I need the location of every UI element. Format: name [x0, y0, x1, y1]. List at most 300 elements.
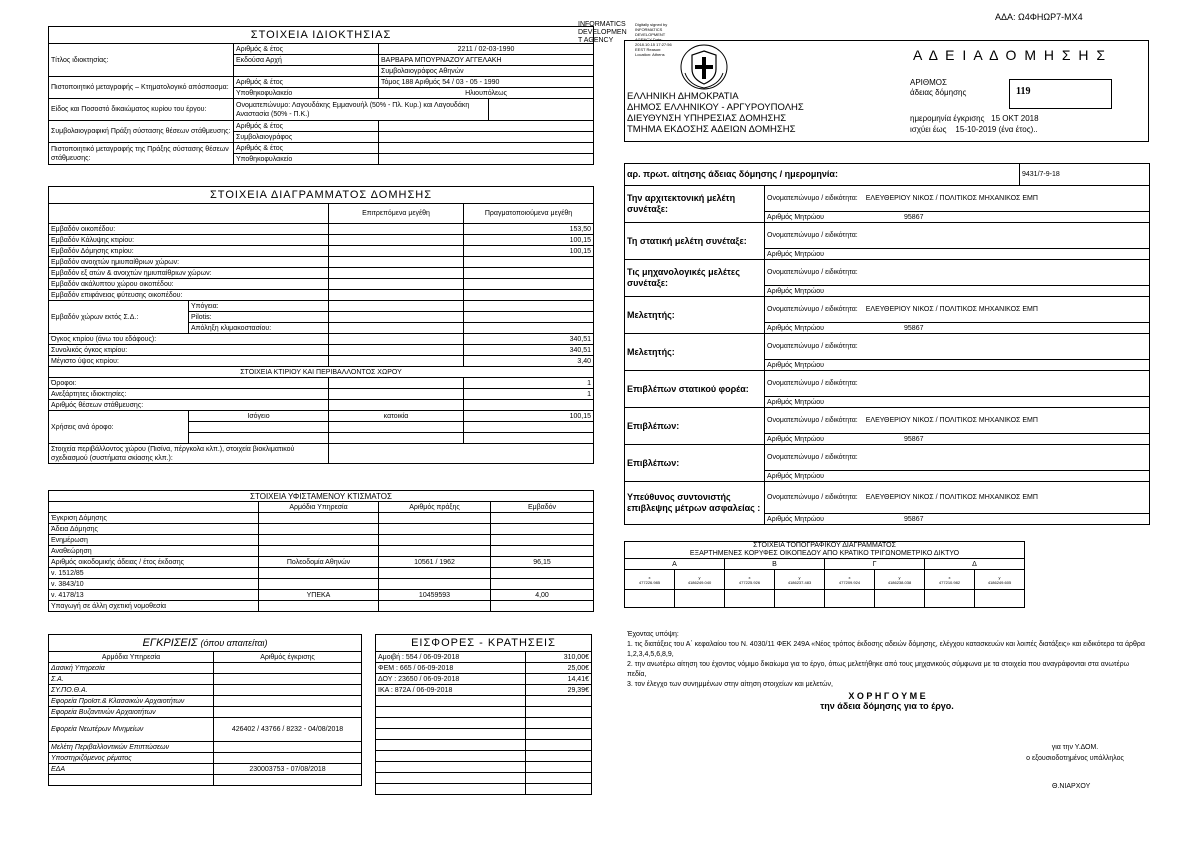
col-header: Αρμόδια Υπηρεσία [259, 502, 379, 513]
table-row [49, 444, 594, 464]
col-header: Πραγματοποιούμενα μεγέθη [464, 204, 594, 224]
cell: 3,40 [464, 356, 594, 367]
x-value: 477226.985 [638, 579, 661, 585]
y-label: y [998, 574, 1001, 580]
reg-number: 95867 [904, 324, 924, 332]
signature-block [1000, 742, 1150, 764]
cell: Ανεξάρτητες ιδιοκτησίες: [49, 389, 329, 400]
cell [329, 433, 464, 444]
approval-date: 15 ΟΚΤ 2018 [991, 114, 1039, 123]
cell-label: Συμβολαιογραφική Πράξη σύστασης θέσεων στάθμευσης: [49, 121, 234, 143]
y-label: y [798, 574, 801, 580]
cell [259, 568, 379, 579]
cell: 96,15 [491, 557, 594, 568]
cell: Έγκριση Δόμησης [49, 513, 259, 524]
approvals-title-cell [49, 635, 362, 652]
table-row [625, 186, 1150, 212]
x-value: 477209.924 [838, 579, 861, 585]
considering-title: Έχοντας υπόψη: [627, 631, 679, 638]
y-value: 4186249.040 [687, 579, 712, 585]
cell-empty [379, 132, 594, 143]
cell-label: Υποθηκοφυλακείο [234, 154, 379, 165]
cell [329, 323, 464, 334]
name-label: Ονοματεπώνυμο / ειδικότητα: [767, 454, 858, 461]
existing-section [48, 490, 593, 612]
cell-empty [379, 154, 594, 165]
cell: 1 [464, 378, 594, 389]
cell [491, 524, 594, 535]
cell [491, 579, 594, 590]
cell [329, 422, 464, 433]
cell [329, 246, 464, 257]
cell [775, 570, 825, 590]
table-row [49, 568, 594, 579]
cell-value: 2211 / 02-03-1990 [379, 44, 594, 55]
cell: Τη στατική μελέτη συνέταξε: [625, 223, 765, 260]
study-reg-cell [765, 471, 1150, 482]
cell: ΥΠΕΚΑ [259, 590, 379, 601]
application-label: αρ. πρωτ. αίτησης άδειας δόμησης / ημερομηνία: [625, 164, 1020, 186]
x-label: x [748, 574, 751, 580]
number-label: άδειας δόμησης [910, 88, 967, 97]
table-row [49, 601, 594, 612]
study-name-cell [765, 223, 1150, 249]
cell [379, 535, 491, 546]
cell-value: ΒΑΡΒΑΡΑ ΜΠΟΥΡΝΑΖΟΥ ΑΓΓΕΛΑΚΗ [379, 55, 594, 66]
cell: Εμβαδόν εξ ατών & ανοιχτών ημιυπαίθριων χώρων: [49, 268, 329, 279]
table-row [49, 389, 594, 400]
cell [189, 433, 329, 444]
cell [526, 729, 592, 740]
table-row [625, 445, 1150, 471]
cell [526, 773, 592, 784]
cell: ν. 1512/85 [49, 568, 259, 579]
existing-title: ΣΤΟΙΧΕΙΑ ΥΦΙΣΤΑΜΕΝΟΥ ΚΤΙΣΜΑΤΟΣ [49, 491, 594, 502]
cell [214, 707, 362, 718]
cell: Σ.Α. [49, 674, 214, 685]
cell-label: Υποθηκοφυλακείο [234, 88, 379, 99]
cell [491, 535, 594, 546]
cell [379, 579, 491, 590]
cell [975, 590, 1025, 608]
table-row [49, 235, 594, 246]
cell-label: Αριθμός & έτος [234, 77, 379, 88]
studies-section [624, 163, 1149, 525]
cell: Πολεοδομία Αθηνών [259, 557, 379, 568]
cell: 1 [464, 389, 594, 400]
header-line: ΤΜΗΜΑ ΕΚΔΟΣΗΣ ΑΔΕΙΩΝ ΔΟΜΗΣΗΣ [627, 124, 796, 135]
y-value: 4186238.038 [887, 579, 912, 585]
number-label: ΑΡΙΘΜΟΣ [910, 78, 947, 87]
cell [464, 268, 594, 279]
cell: 100,15 [464, 235, 594, 246]
table-row [625, 408, 1150, 434]
table-row [625, 590, 1025, 608]
cell-label: Αριθμός & έτος [234, 44, 379, 55]
study-reg-cell [765, 212, 1150, 223]
cell: Εμβαδόν χώρων εκτός Σ.Δ.: [49, 301, 189, 334]
name-label: Ονοματεπώνυμο / ειδικότητα: [767, 494, 858, 501]
cell [925, 590, 975, 608]
title-label: Τίτλος ιδιοκτησίας: [49, 44, 234, 77]
x-label: x [648, 574, 651, 580]
study-name: ΕΛΕΥΘΕΡΙΟΥ ΝΙΚΟΣ / ΠΟΛΙΤΙΚΟΣ ΜΗΧΑΝΙΚΟΣ ΕΜΠ [865, 494, 1038, 501]
table-row [625, 482, 1150, 514]
cell [214, 742, 362, 753]
cell [329, 356, 464, 367]
study-name-cell [765, 482, 1150, 514]
cell [329, 301, 464, 312]
considering-text [627, 630, 1147, 711]
cell: ΦΕΜ : 665 / 06-09-2018 [376, 663, 526, 674]
table-row [625, 559, 1025, 570]
valid-label: ισχύει έως [910, 125, 947, 134]
name-label: Ονοματεπώνυμο / ειδικότητα: [767, 269, 858, 276]
table-row [49, 718, 362, 742]
cell [329, 235, 464, 246]
cell [214, 753, 362, 764]
cell [526, 751, 592, 762]
cell [464, 257, 594, 268]
cell [491, 546, 594, 557]
reg-label: Αριθμός Μητρώου [767, 250, 825, 258]
cell: Υπεύθυνος συντονιστής επιβλεψης μέτρων ασφαλείας : [625, 482, 765, 525]
cell: ΣΤΟΙΧΕΙΑ ΚΤΙΡΙΟΥ ΚΑΙ ΠΕΡΙΒΑΛΛΟΝΤΟΣ ΧΩΡΟΥ [49, 367, 594, 378]
cell: Εμβαδόν Δόμησης κτιρίου: [49, 246, 329, 257]
cell [329, 312, 464, 323]
table-row [376, 663, 592, 674]
y-value: 4186249.605 [987, 579, 1012, 585]
cell-label: Είδος και Ποσοστό δικαιώματος κυρίου του έργου: [49, 99, 234, 121]
cell: Όγκος κτιρίου (άνω του εδάφους): [49, 334, 329, 345]
reg-label: Αριθμός Μητρώου [767, 398, 825, 406]
cell [464, 433, 594, 444]
study-name-cell [765, 371, 1150, 397]
table-row [49, 696, 362, 707]
col-header: Εμβαδόν [491, 502, 594, 513]
cell [214, 674, 362, 685]
cell [329, 345, 464, 356]
cell [329, 257, 464, 268]
permit-header [624, 40, 1149, 142]
cell: Υπόγεια: [189, 301, 329, 312]
signature-line: για την Υ.ΔΟΜ. [1051, 744, 1099, 751]
cell: Δ [925, 559, 1025, 570]
cell: 426402 / 43766 / 8232 - 04/08/2018 [214, 718, 362, 742]
cell: Αμοιβή : 554 / 06-09-2018 [376, 652, 526, 663]
cell [329, 378, 464, 389]
table-row [49, 334, 594, 345]
cell: Αριθμός θέσεων στάθμευσης: [49, 400, 329, 411]
col-header: Αριθμός πράξης [379, 502, 491, 513]
table-row [49, 345, 594, 356]
table-row [625, 223, 1150, 249]
cell [214, 663, 362, 674]
x-value: 477210.982 [938, 579, 961, 585]
cell [464, 312, 594, 323]
approvals-section [48, 634, 361, 786]
cell: Δασική Υπηρεσία [49, 663, 214, 674]
cell [491, 513, 594, 524]
cell [526, 718, 592, 729]
cell: 310,00€ [526, 652, 592, 663]
table-row [49, 707, 362, 718]
table-row [49, 257, 594, 268]
table-row [49, 224, 594, 235]
study-reg-cell [765, 286, 1150, 297]
cell: Μελετητής: [625, 334, 765, 371]
reg-number: 95867 [904, 435, 924, 443]
signatory-name: Θ.ΝΙΑΡΧΟΥ [1052, 783, 1091, 790]
cell [725, 590, 775, 608]
reg-label: Αριθμός Μητρώου [767, 515, 825, 523]
considering-item: 3. τον έλεγχο των συνημμένων στην αίτηση στοιχείων και μελετών, [627, 681, 833, 688]
ada-code: ΑΔΑ: Ω4ΦΗΩΡ7-ΜΧ4 [995, 12, 1083, 22]
cell [825, 570, 875, 590]
table-row [49, 290, 594, 301]
cell: Υποστηριζόμενος ρέματος [49, 753, 214, 764]
reg-label: Αριθμός Μητρώου [767, 472, 825, 480]
cell-label: Αριθμός & έτος [234, 121, 379, 132]
table-row [49, 590, 594, 601]
cell [329, 268, 464, 279]
document-title: Α Δ Ε Ι Α Δ Ο Μ Η Σ Η Σ [913, 47, 1108, 63]
cell [379, 546, 491, 557]
cell: 100,15 [464, 246, 594, 257]
reg-number: 95867 [904, 515, 924, 523]
cell [775, 590, 825, 608]
table-row [376, 652, 592, 663]
cell [259, 524, 379, 535]
cell: Συνολικός όγκος κτιρίου: [49, 345, 329, 356]
study-reg-cell [765, 249, 1150, 260]
reg-label: Αριθμός Μητρώου [767, 324, 825, 332]
cell [379, 513, 491, 524]
cell: 230003753 - 07/08/2018 [214, 764, 362, 775]
cell: ΕΔΑ [49, 764, 214, 775]
cell: Μελετητής: [625, 297, 765, 334]
cell-label: Πιστοποιητικό μεταγραφής – Κτηματολογικό απόσπασμα: [49, 77, 234, 99]
cell: 340,51 [464, 334, 594, 345]
cell: Όροφοι: [49, 378, 329, 389]
fees-section [375, 634, 591, 795]
study-name: ΕΛΕΥΘΕΡΙΟΥ ΝΙΚΟΣ / ΠΟΛΙΤΙΚΟΣ ΜΗΧΑΝΙΚΟΣ ΕΜΠ [865, 195, 1038, 202]
cell [214, 775, 362, 786]
table-row [376, 773, 592, 784]
table-row [49, 367, 594, 378]
cell [526, 784, 592, 795]
cell [491, 601, 594, 612]
table-row [49, 775, 362, 786]
cell: Εφορεία Νεωτέρων Μνημείων [49, 718, 214, 742]
table-row [49, 535, 594, 546]
signature-line: ο εξουσιοδοτημένος υπάλληλος [1026, 755, 1124, 762]
header-line: ΔΗΜΟΣ ΕΛΛΗΝΙΚΟΥ - ΑΡΓΥΡΟΥΠΟΛΗΣ [627, 102, 804, 113]
name-label: Ονοματεπώνυμο / ειδικότητα: [767, 195, 858, 202]
cell: Εμβαδόν οικοπέδου: [49, 224, 329, 235]
cell: Αριθμός οικοδομικής άδειας / έτος έκδοσης [49, 557, 259, 568]
cell: 29,39€ [526, 685, 592, 696]
name-label: Ονοματεπώνυμο / ειδικότητα: [767, 343, 858, 350]
cell [329, 400, 464, 411]
valid-until: 15-10-2019 (ένα έτος).. [955, 125, 1038, 134]
reg-label: Αριθμός Μητρώου [767, 287, 825, 295]
table-row [49, 546, 594, 557]
study-name: ΕΛΕΥΘΕΡΙΟΥ ΝΙΚΟΣ / ΠΟΛΙΤΙΚΟΣ ΜΗΧΑΝΙΚΟΣ ΕΜΠ [865, 417, 1038, 424]
cell-label: Αριθμός & έτος [234, 143, 379, 154]
cell: Τις μηχανολογικές μελέτες συνέταξε: [625, 260, 765, 297]
study-reg-cell [765, 514, 1150, 525]
cell: Επιβλέπων: [625, 408, 765, 445]
cell [376, 707, 526, 718]
table-row [376, 707, 592, 718]
cell [875, 590, 925, 608]
table-row [49, 378, 594, 389]
table-row [376, 751, 592, 762]
name-label: Ονοματεπώνυμο / ειδικότητα: [767, 380, 858, 387]
table-row [49, 279, 594, 290]
cell-empty [379, 121, 594, 132]
approvals-subtitle: (όπου απαιτείται) [200, 637, 268, 648]
cell: Χρήσεις ανά όροφο: [49, 411, 189, 444]
cell: Την αρχιτεκτονική μελέτη συνέταξε: [625, 186, 765, 223]
table-row [49, 268, 594, 279]
cell: 153,50 [464, 224, 594, 235]
cell: 25,00€ [526, 663, 592, 674]
grant-text: την άδεια δόμησης για το έργο. [820, 701, 954, 711]
cell: Ισόγειο [189, 411, 329, 422]
table-row [49, 400, 594, 411]
table-row [625, 371, 1150, 397]
cell: Επιβλέπων: [625, 445, 765, 482]
cell [259, 601, 379, 612]
cell: 340,51 [464, 345, 594, 356]
col-header: Επιτρεπόμενα μεγέθη [329, 204, 464, 224]
cell: Υπαγωγή σε άλλη σχετική νομοθεσία [49, 601, 259, 612]
cell-empty [489, 99, 594, 121]
cell [526, 707, 592, 718]
cell [526, 696, 592, 707]
study-reg-cell [765, 434, 1150, 445]
cell: Στοιχεία περιβάλλοντος χώρου (Πισίνα, πέργκολα κλπ.), στοιχεία βιοκλιματικού σχεδιασμού (συστήματα σκίασης κλπ.): [49, 444, 329, 464]
signature-stamp [578, 21, 627, 45]
diagram-title: ΣΤΟΙΧΕΙΑ ΔΙΑΓΡΑΜΜΑΤΟΣ ΔΟΜΗΣΗΣ [49, 187, 594, 204]
grant-heading: Χ Ο Ρ Η Γ Ο Υ Μ Ε [848, 691, 926, 701]
cell: ΣΥ.ΠΟ.Θ.Α. [49, 685, 214, 696]
cell: Μελέτη Περιβαλλοντικών Επιπτώσεων [49, 742, 214, 753]
cell: ν. 3843/10 [49, 579, 259, 590]
table-row [376, 718, 592, 729]
cell [376, 729, 526, 740]
cell: Άδεια Δόμησης [49, 524, 259, 535]
cell [526, 740, 592, 751]
table-row [49, 579, 594, 590]
cell [189, 422, 329, 433]
y-value: 4186237.483 [787, 579, 812, 585]
cell [675, 590, 725, 608]
date-label: ημερομηνία έγκρισης [910, 114, 985, 123]
table-row [376, 685, 592, 696]
table-row [49, 301, 594, 312]
study-reg-cell [765, 323, 1150, 334]
table-row [376, 674, 592, 685]
cell: Ενημέρωση [49, 535, 259, 546]
table-row [49, 674, 362, 685]
stamp-line: T AGENCY [578, 37, 614, 44]
study-name-cell [765, 408, 1150, 434]
study-name-cell [765, 297, 1150, 323]
reg-label: Αριθμός Μητρώου [767, 361, 825, 369]
table-row [49, 513, 594, 524]
cell: ΙΚΑ : 872Α / 06-09-2018 [376, 685, 526, 696]
table-row [49, 764, 362, 775]
reg-number: 95867 [904, 213, 924, 221]
header-line: ΔΙΕΥΘΥΝΣΗ ΥΠΗΡΕΣΙΑΣ ΔΟΜΗΣΗΣ [627, 113, 787, 124]
cell [49, 775, 214, 786]
study-name-cell [765, 445, 1150, 471]
cell [376, 696, 526, 707]
cell [925, 570, 975, 590]
cell [379, 524, 491, 535]
cell [464, 290, 594, 301]
table-row [625, 334, 1150, 360]
table-row [49, 742, 362, 753]
cell-empty [379, 143, 594, 154]
cell-value: Ονοματεπώνυμο: Λαγουδάκης Εμμανουήλ (50% - Πλ. Κυρ.) και Λαγουδάκη Αναστασία (50% - Π.Κ.) [234, 99, 489, 121]
stamp-details: Digitally signed by INFORMATICS DEVELOPMENT AGENCY Date: 2018.10.15 17:27:56 EEST Reason: Location: Athens [635, 22, 672, 57]
table-row [49, 753, 362, 764]
cell: κατοικία [329, 411, 464, 422]
cell [379, 601, 491, 612]
table-row [376, 729, 592, 740]
table-row [49, 663, 362, 674]
cell [376, 773, 526, 784]
cell [329, 444, 594, 464]
ownership-section [48, 26, 593, 165]
cell [259, 546, 379, 557]
table-row [49, 557, 594, 568]
cell: Εμβαδόν επιφάνειας φύτευσης οικοπέδου: [49, 290, 329, 301]
cell-value: Συμβολαιογράφος Αθηνών [379, 66, 594, 77]
table-row [49, 411, 594, 422]
cell: ΔΟΥ : 23650 / 06-09-2018 [376, 674, 526, 685]
cell: Γ [825, 559, 925, 570]
table-row [376, 696, 592, 707]
cell [675, 570, 725, 590]
name-label: Ονοματεπώνυμο / ειδικότητα: [767, 306, 858, 313]
cell: 100,15 [464, 411, 594, 422]
cell [491, 568, 594, 579]
cell-value: Τόμος 188 Αριθμός 54 / 03 - 05 - 1990 [379, 77, 594, 88]
col-header: Αριθμός έγκρισης [214, 652, 362, 663]
study-name-cell [765, 186, 1150, 212]
cell [329, 334, 464, 345]
table-row [49, 246, 594, 257]
reg-label: Αριθμός Μητρώου [767, 213, 825, 221]
cell [464, 279, 594, 290]
table-row [49, 356, 594, 367]
y-label: y [698, 574, 701, 580]
cell [329, 224, 464, 235]
stamp-line: DEVELOPMEN [578, 29, 627, 36]
cell-empty [49, 502, 259, 513]
table-row [625, 297, 1150, 323]
study-reg-cell [765, 360, 1150, 371]
cell [625, 570, 675, 590]
cell: Εμβαδόν ακάλυπτου χώρου οικοπέδου: [49, 279, 329, 290]
col-header: Αρμόδια Υπηρεσία [49, 652, 214, 663]
cell: Β [725, 559, 825, 570]
